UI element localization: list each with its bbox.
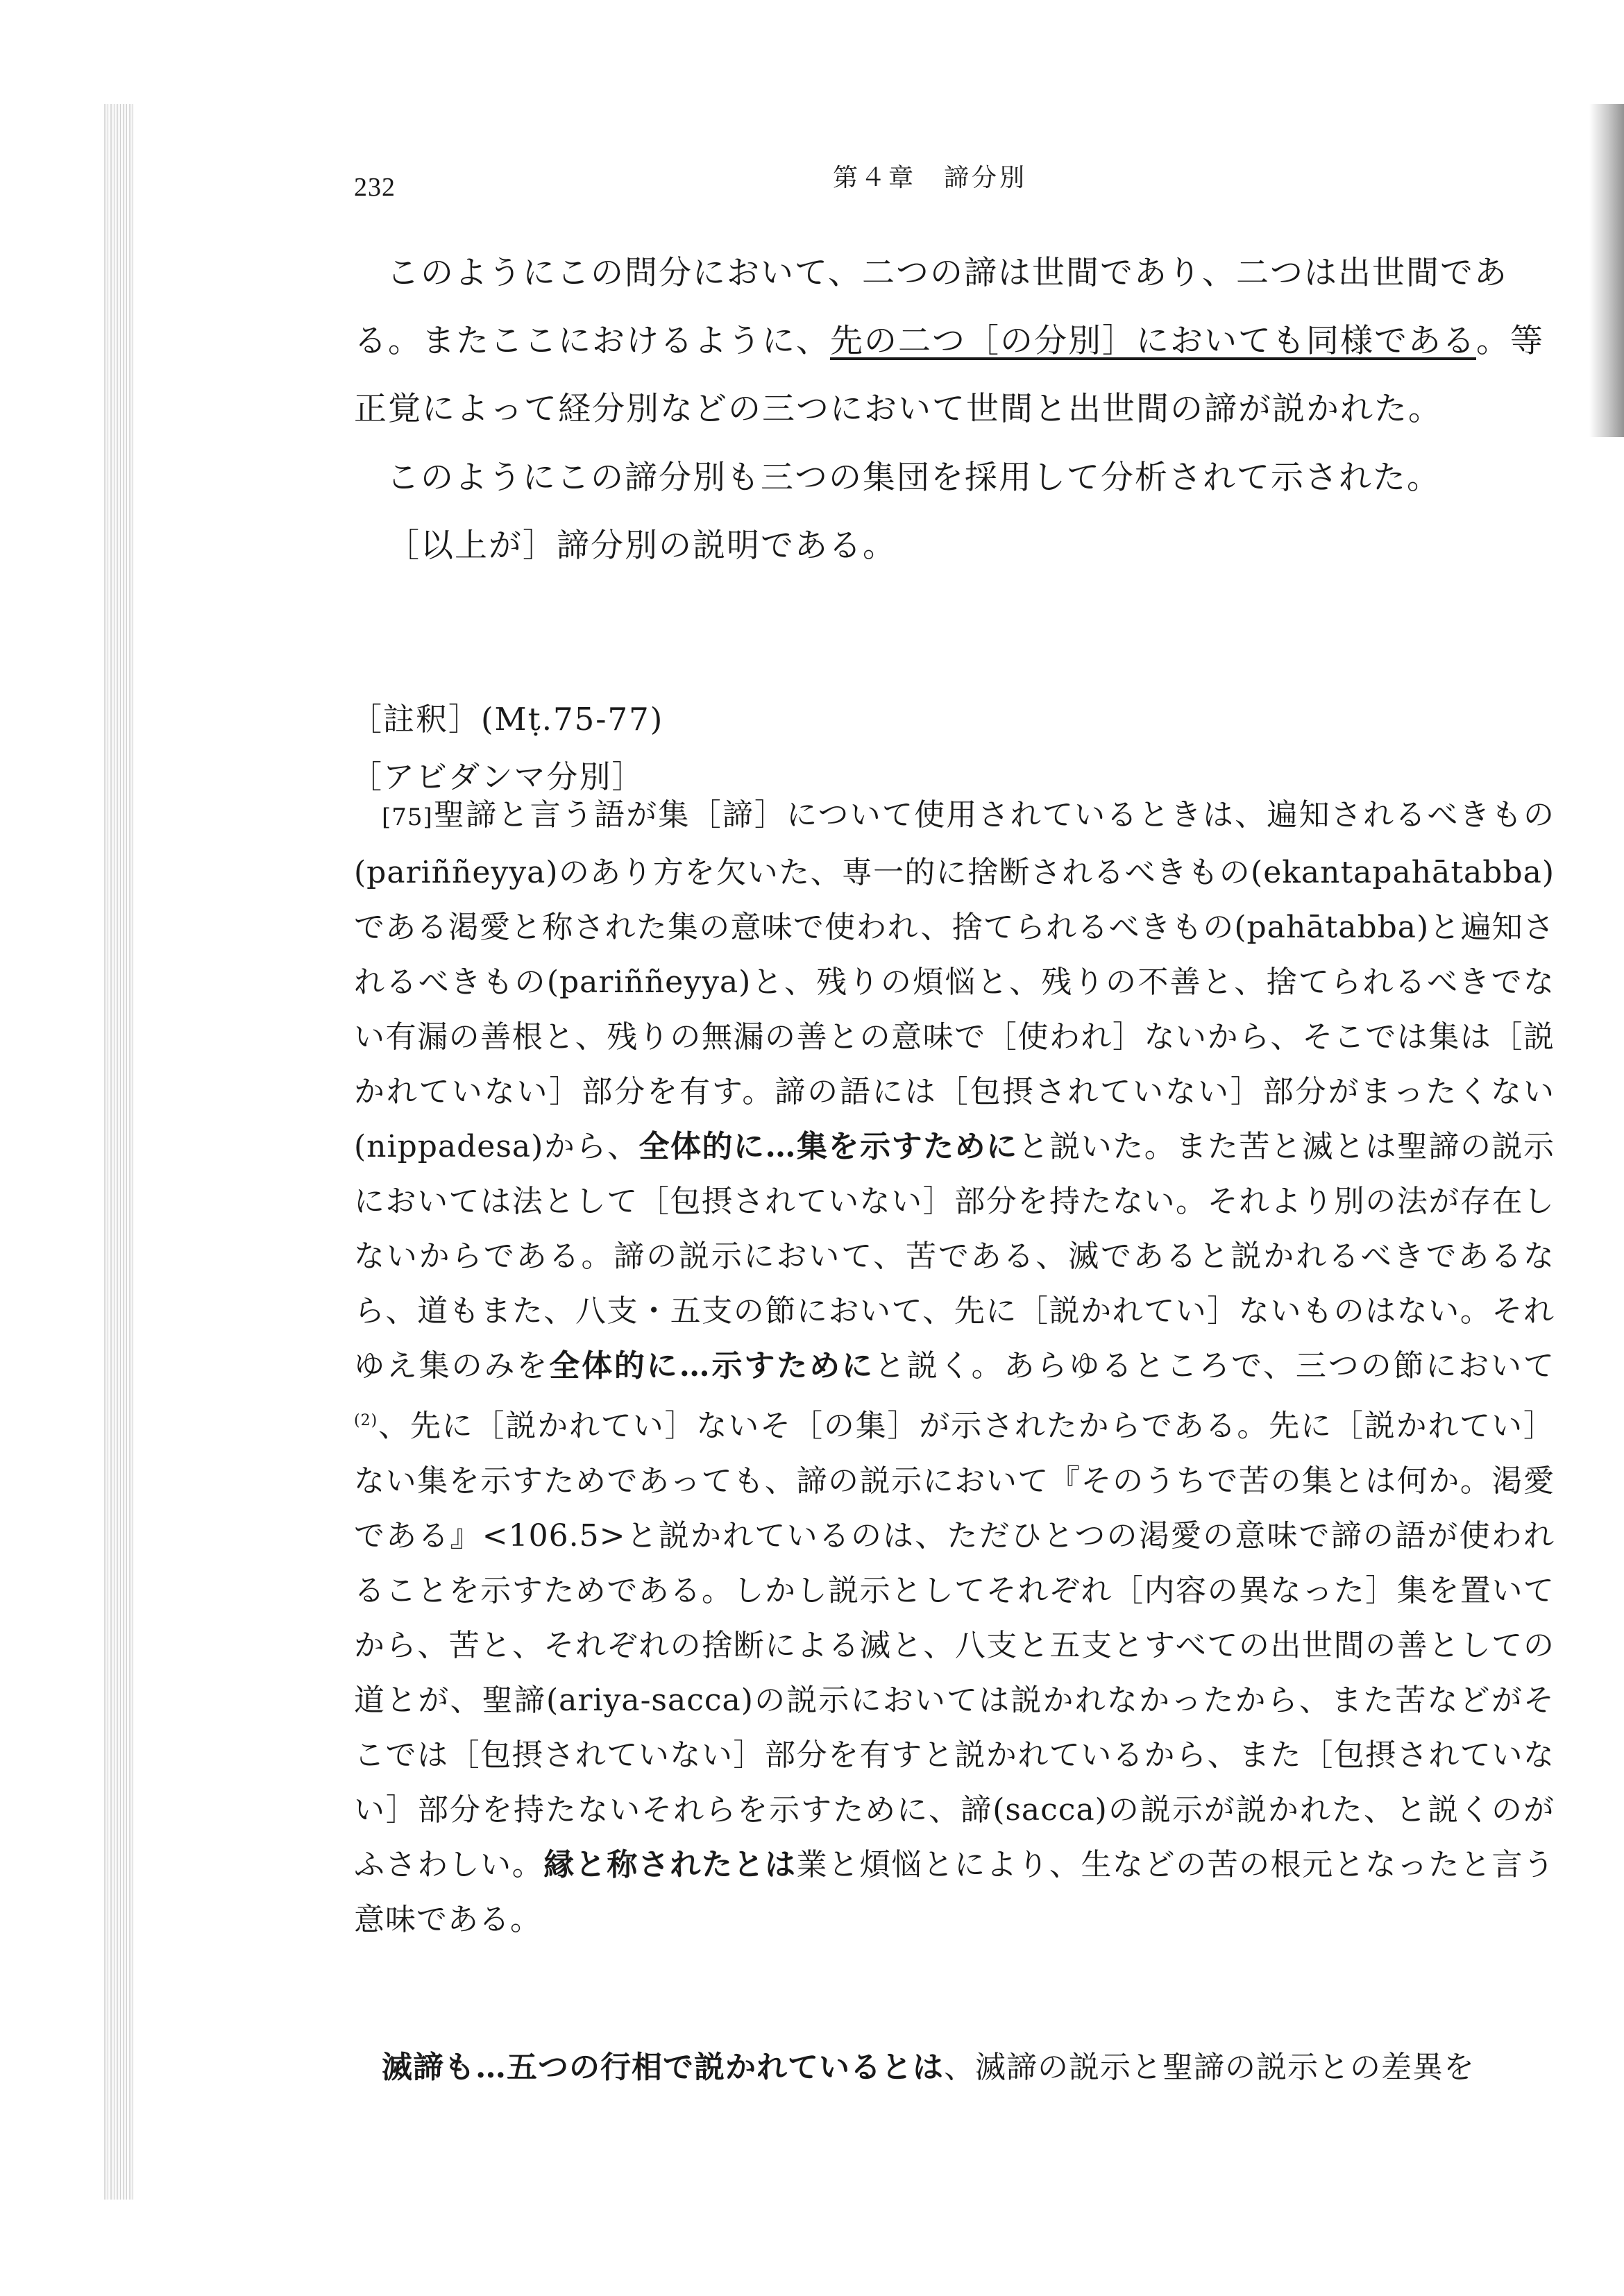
commentary-paragraph-2 [354,2040,1555,2095]
paragraph-summary [354,239,1555,443]
bold-term-1: 全体的に…集を示すために [638,1129,1018,1164]
notes-heading: ［註釈］(Mṭ.75-77) [350,701,664,738]
commentary-text-5: 業と煩悩とにより、生などの苦の根元となったと言う意味である。 [354,1846,1555,1937]
footnote-marker: (2) [354,1412,378,1429]
commentary-2-text: 、滅諦の説示と聖諦の説示との差異を [944,2050,1475,2085]
page-edge-shadow [1589,104,1624,437]
commentary-text-3: と説く。あらゆるところで、三つの節において [874,1348,1555,1384]
paragraph-conclusion: このようにこの諦分別も三つの集団を採用して分析されて示された。 [387,459,1441,497]
commentary-text-2: と説いた。また苦と滅とは聖諦の説示においては法として［包摂されていない］部分を持たない。それより別の法が存在しないからである。諦の説示において、苦である、滅であると説かれるべきであるなら、道もまた、八支・五支の節において、先に［説かれてい］ないものはない。それゆえ集のみを [354,1129,1555,1384]
bold-term-2: 全体的に…示すために [549,1348,874,1384]
bold-term-4: 滅諦も…五つの行相で説かれているとは [382,2050,944,2085]
commentary-text-1: 聖諦と言う語が集［諦］について使用されているときは、遍知されるべきもの(pariññeyya)のあり方を欠いた、専一的に捨断されるべきもの(ekantapahātabba)である渇愛と称された集の意味で使われ、捨てられるべきもの(pahātabba)と遍知されるべきもの(pariññeyya)と、残りの煩悩と、残りの不善と、捨てられるべきでない有漏の善根と、残りの無漏の善との意味で［使われ］ないから、そこでは集は［説かれていない］部分を有す。諦の語には［包摂されていない］部分がまったくない(nippadesa)から、 [354,797,1555,1164]
running-head: 第４章 諦分別 [833,164,1028,192]
underlined-phrase: 先の二つ［の分別］においても同様である [830,322,1476,360]
paragraph-ref: [75] [382,803,433,831]
scan-gutter [104,104,133,2200]
section-heading: ［アビダンマ分別］ [350,758,645,795]
bold-term-3: 縁と称されたとは [543,1846,797,1882]
paragraph-summary-text-b: 。等正覚によって経分別などの三つにおいて世間と出世間の諦が説かれた。 [354,322,1544,428]
commentary-paragraph [354,788,1555,1947]
commentary-text-4: 、先に［説かれてい］ないそ［の集］が示されたからである。先に［説かれてい］ない集を示すためであっても、諦の説示において『そのうちで苦の集とは何か。渇愛である』<106.5>と説かれているのは、ただひとつの渇愛の意味で諦の語が使われることを示すためである。しかし説示としてそれぞれ［内容の異なった］集を置いてから、苦と、それぞれの捨断による滅と、八支と五支とすべての出世間の善としての道とが、聖諦(ariya-sacca)の説示においては説かれなかったから、また苦などがそこでは［包摂されていない］部分を有すと説かれているから、また［包摂されていない］部分を持たないそれらを示すために、諦(sacca)の説示が説かれた、と説くのがふさわしい。 [354,1408,1555,1882]
page-number: 232 [354,173,396,202]
paragraph-end-note: ［以上が］諦分別の説明である。 [387,527,897,565]
paragraph-summary-text-a: このようにこの問分において、二つの諦は世間であり、二つは出世間である。またここにおけるように、 [354,254,1509,360]
